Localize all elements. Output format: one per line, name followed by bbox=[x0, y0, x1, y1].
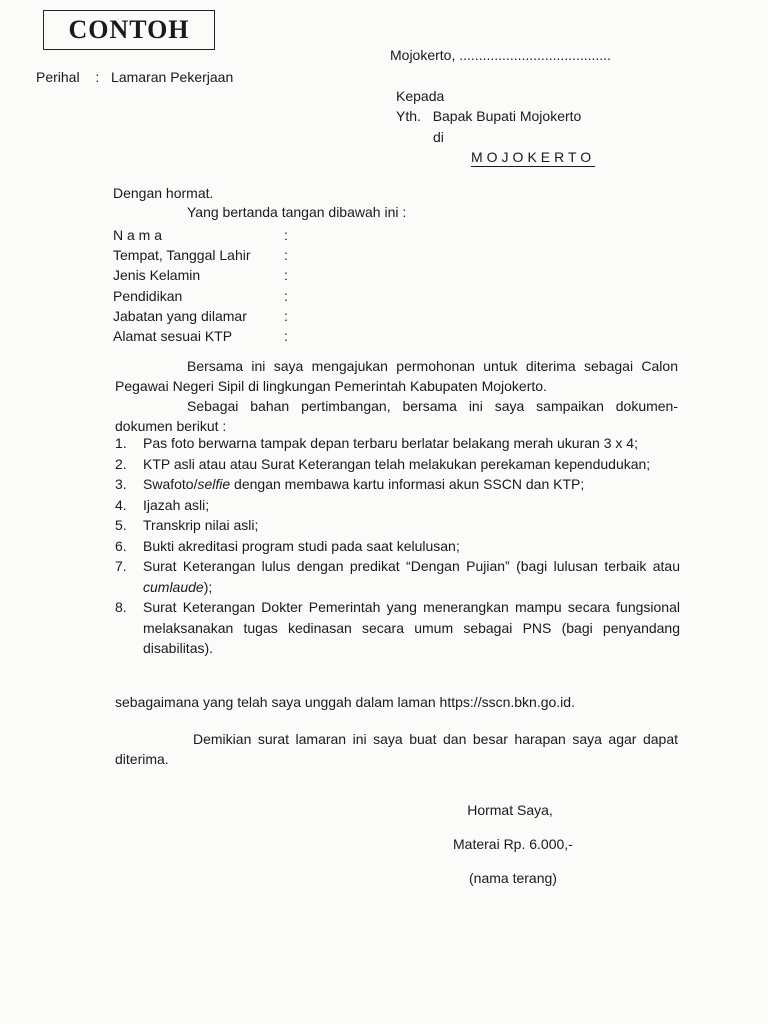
field-row bbox=[113, 225, 413, 245]
field-colon: : bbox=[284, 327, 288, 344]
recipient-di: di bbox=[433, 129, 444, 145]
list-text-italic: cumlaude bbox=[143, 578, 204, 595]
body-paragraph-2 bbox=[115, 396, 678, 436]
list-text: Ijazah asli; bbox=[143, 496, 210, 513]
intro-line: Yang bertanda tangan dibawah ini : bbox=[187, 204, 407, 220]
list-text: Surat Keterangan lulus dengan predikat “Dengan Pujian” (bagi lulusan terbaik atau bbox=[143, 558, 680, 574]
list-text: Transkrip nilai asli; bbox=[143, 517, 259, 533]
list-text: Surat Keterangan Dokter Pemerintah yang menerangkan mampu secara fungsional melaksanakan tugas kedinasan secara umum sebagai PNS (bagi penyandang disabilitas). bbox=[143, 599, 680, 656]
recipient-yth: Yth. bbox=[396, 108, 421, 124]
list-number: 7. bbox=[115, 558, 127, 574]
signature-name: (nama terang) bbox=[469, 870, 557, 886]
list-item bbox=[115, 556, 680, 597]
after-list-line: sebagaimana yang telah saya unggah dalam laman https://sscn.bkn.go.id. bbox=[115, 694, 575, 710]
greeting: Dengan hormat. bbox=[113, 185, 214, 201]
signature-regards: Hormat Saya, bbox=[467, 802, 553, 818]
contoh-stamp bbox=[43, 10, 215, 50]
field-label: Alamat sesuai KTP bbox=[113, 327, 233, 344]
list-item bbox=[115, 597, 680, 659]
perihal-line bbox=[36, 69, 233, 85]
field-row bbox=[113, 286, 413, 306]
list-item bbox=[115, 515, 680, 536]
field-row bbox=[113, 245, 413, 265]
paragraph-text: Sebagai bahan pertimbangan, bersama ini saya sampaikan dokumen-dokumen berikut : bbox=[115, 398, 678, 434]
field-colon: : bbox=[284, 287, 288, 304]
perihal-value: Lamaran Pekerjaan bbox=[111, 69, 234, 85]
list-item bbox=[115, 454, 680, 475]
field-colon: : bbox=[284, 307, 288, 324]
list-text: dengan membawa kartu informasi akun SSCN dan KTP; bbox=[230, 476, 585, 492]
recipient-kepada: Kepada bbox=[396, 88, 445, 104]
list-number: 2. bbox=[115, 455, 127, 472]
perihal-label: Perihal bbox=[36, 69, 80, 85]
list-text: ); bbox=[203, 578, 213, 595]
document-list bbox=[115, 433, 680, 659]
list-number: 1. bbox=[115, 435, 127, 451]
field-label: Jenis Kelamin bbox=[113, 267, 201, 284]
recipient-line bbox=[396, 108, 581, 124]
recipient-city: MOJOKERTO bbox=[471, 149, 596, 165]
list-item bbox=[115, 433, 680, 454]
field-label: N a m a bbox=[113, 227, 163, 243]
list-text: Bukti akreditasi program studi pada saat kelulusan; bbox=[143, 537, 460, 554]
list-text-italic: selfie bbox=[197, 476, 231, 492]
list-number: 8. bbox=[115, 599, 127, 615]
paragraph-text: Demikian surat lamaran ini saya buat dan besar harapan saya agar dapat diterima. bbox=[115, 731, 678, 767]
field-row bbox=[113, 326, 413, 346]
list-item bbox=[115, 474, 680, 495]
field-label: Jabatan yang dilamar bbox=[113, 307, 247, 324]
field-colon: : bbox=[284, 247, 288, 264]
body-paragraph-1 bbox=[115, 356, 678, 396]
closing-paragraph bbox=[115, 729, 678, 769]
list-number: 5. bbox=[115, 517, 127, 533]
paragraph-text: Bersama ini saya mengajukan permohonan untuk diterima sebagai Calon Pegawai Negeri Sipil di lingkungan Pemerintah Kabupaten Mojokerto. bbox=[115, 358, 678, 394]
list-item bbox=[115, 536, 680, 557]
signature-stamp-duty: Materai Rp. 6.000,- bbox=[453, 836, 573, 852]
identity-fields bbox=[113, 225, 413, 346]
field-label: Tempat, Tanggal Lahir bbox=[113, 247, 251, 264]
list-text: KTP asli atau atau Surat Keterangan telah melakukan perekaman kependudukan; bbox=[143, 455, 651, 472]
list-text: Swafoto/ bbox=[143, 476, 198, 492]
field-colon: : bbox=[284, 227, 288, 243]
contoh-label: CONTOH bbox=[68, 15, 190, 44]
field-row bbox=[113, 265, 413, 285]
list-number: 6. bbox=[115, 537, 127, 554]
field-row bbox=[113, 306, 413, 326]
perihal-separator: : bbox=[95, 69, 100, 85]
recipient-name: Bapak Bupati Mojokerto bbox=[432, 108, 582, 124]
list-item bbox=[115, 495, 680, 516]
field-label: Pendidikan bbox=[113, 287, 183, 304]
list-number: 4. bbox=[115, 496, 127, 513]
list-number: 3. bbox=[115, 476, 127, 492]
place-date: Mojokerto, ....................................... bbox=[390, 47, 611, 63]
field-colon: : bbox=[284, 267, 288, 284]
list-text: Pas foto berwarna tampak depan terbaru berlatar belakang merah ukuran 3 x 4; bbox=[143, 435, 638, 451]
